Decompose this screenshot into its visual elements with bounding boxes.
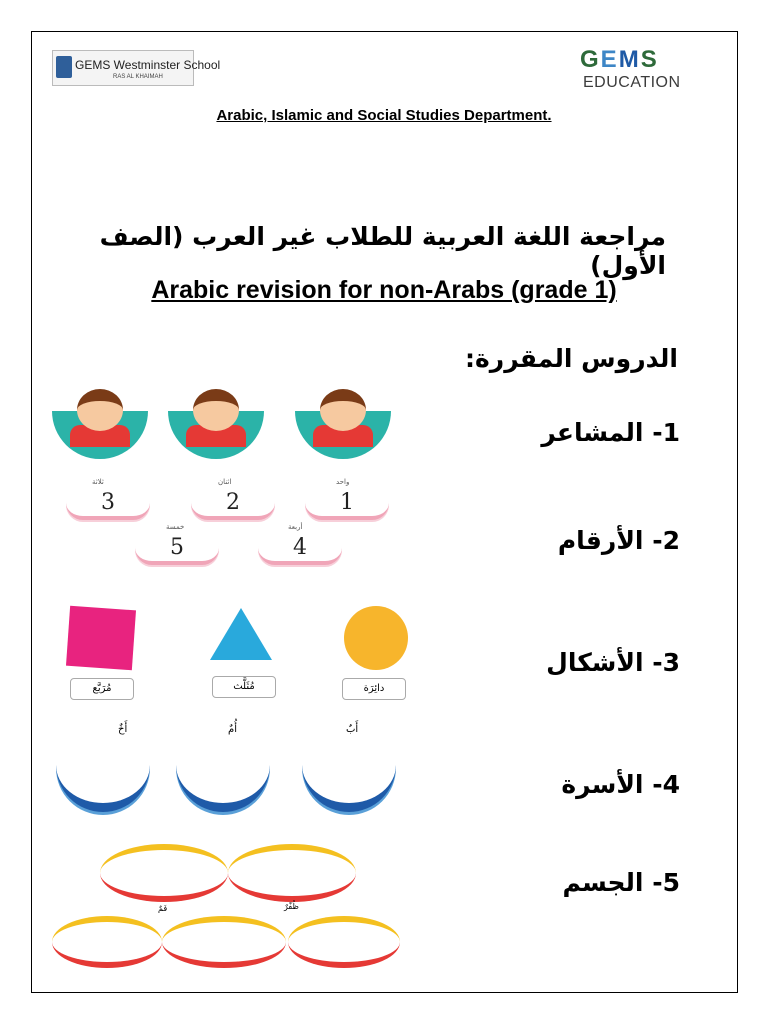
number-word: اثنان — [218, 478, 232, 486]
family-label: أَخٌ — [118, 724, 128, 735]
lesson-feelings: 1- المشاعر — [541, 418, 680, 447]
lesson-family: 4- الأسرة — [561, 770, 680, 799]
school-name: GEMS Westminster School — [75, 58, 221, 72]
fingernail-image — [228, 844, 356, 902]
family-label: أَبٌ — [346, 724, 359, 735]
gems-education-logo — [580, 46, 700, 94]
nose-image — [288, 916, 400, 968]
eye-image — [52, 916, 162, 968]
square-shape-image — [66, 606, 136, 670]
family-label: أُمٌ — [228, 724, 237, 735]
lesson-numbers: 2- الأرقام — [557, 526, 680, 555]
arm-image — [162, 916, 286, 968]
circle-label-card: دائِرَة — [342, 678, 406, 700]
gems-subtitle: EDUCATION — [583, 74, 681, 91]
happy-kid-image — [52, 385, 148, 459]
lessons-heading: الدروس المقررة: — [465, 344, 678, 373]
square-label-card: مُرَبَّع — [70, 678, 134, 700]
school-crest-icon — [56, 56, 72, 78]
number-card: 1 — [305, 486, 389, 520]
circle-shape-image — [344, 606, 408, 670]
body-label: فَمٌ — [158, 904, 168, 913]
triangle-shape-image — [208, 606, 274, 662]
triangle-label-card: مُثَلَّث — [212, 676, 276, 698]
number-card: 3 — [66, 486, 150, 520]
gems-wordmark: GEMS — [580, 46, 659, 73]
lesson-body: 5- الجسم — [562, 868, 680, 897]
number-card: 4 — [258, 531, 342, 565]
english-title: Arabic revision for non-Arabs (grade 1) — [151, 276, 617, 304]
sad-kid-image — [168, 385, 264, 459]
number-card: 5 — [135, 531, 219, 565]
school-location: RAS AL KHAIMAH — [113, 74, 163, 80]
department-title: Arabic, Islamic and Social Studies Department. — [216, 107, 552, 124]
body-label: ظُفْرٌ — [284, 902, 299, 911]
arabic-title: مراجعة اللغة العربية للطلاب غير العرب (الصف الأول) — [99, 222, 666, 280]
number-word: واحد — [336, 478, 350, 486]
number-card: 2 — [191, 486, 275, 520]
number-word: أربعة — [288, 523, 303, 531]
number-word: خمسة — [166, 523, 185, 531]
mouth-image — [100, 844, 228, 902]
school-logo — [52, 50, 221, 86]
crying-kid-image — [295, 385, 391, 459]
number-word: ثلاثة — [92, 478, 104, 486]
lesson-shapes: 3- الأشكال — [546, 648, 680, 677]
